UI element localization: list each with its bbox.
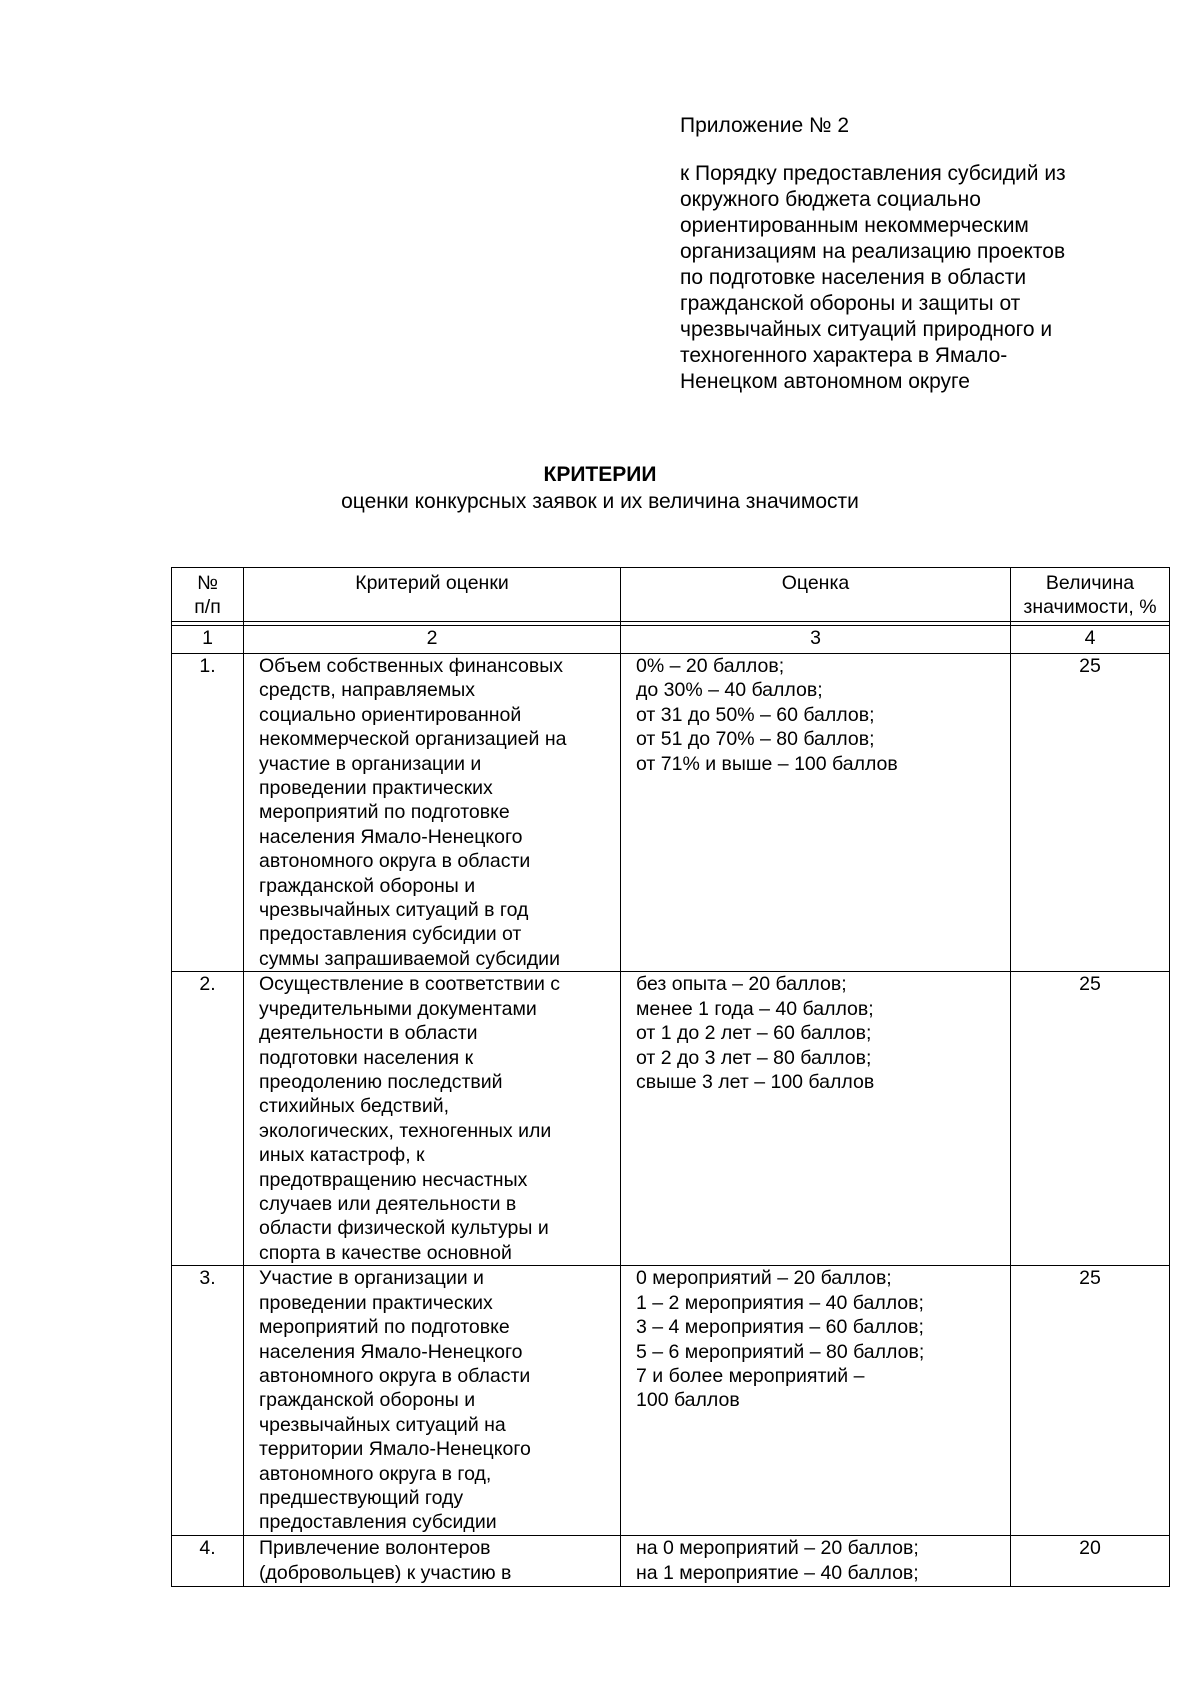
score-line: до 30% – 40 баллов;: [636, 679, 823, 702]
criteria-table: [171, 567, 1170, 1587]
criterion-line: чрезвычайных ситуаций в год: [259, 899, 529, 922]
score-cell: [621, 972, 1011, 1266]
criterion-line: некоммерческой организацией на: [259, 728, 567, 751]
score-line: от 71% и выше – 100 баллов: [636, 752, 898, 775]
table-row: [172, 654, 1170, 972]
header-num-cell: [172, 568, 244, 622]
appendix-number: Приложение № 2: [680, 114, 850, 137]
table-row: [172, 1536, 1170, 1587]
criterion-line: проведении практических: [259, 1291, 493, 1314]
weight-cell: 25: [1011, 972, 1170, 1266]
score-line: 0% – 20 баллов;: [636, 655, 785, 677]
score-line: менее 1 года – 40 баллов;: [636, 997, 874, 1020]
header-num-line2: п/п: [194, 596, 221, 619]
appendix-line: окружного бюджета социально: [680, 188, 981, 211]
score-cell: [621, 1266, 1011, 1536]
criterion-line: спорта в качестве основной: [259, 1241, 512, 1264]
appendix-line: к Порядку предоставления субсидий из: [680, 162, 1066, 185]
criterion-cell: [244, 654, 621, 972]
criterion-line: средств, направляемых: [259, 679, 475, 702]
score-line: 0 мероприятий – 20 баллов;: [636, 1267, 892, 1290]
appendix-line: чрезвычайных ситуаций природного и: [680, 318, 1053, 341]
title-main: КРИТЕРИИ: [543, 463, 657, 486]
score-line: от 1 до 2 лет – 60 баллов;: [636, 1022, 872, 1045]
criterion-line: учредительными документами: [259, 997, 537, 1020]
score-line: 100 баллов: [636, 1389, 740, 1412]
criterion-line: (добровольцев) к участию в: [259, 1561, 512, 1584]
criterion-line: деятельности в области: [259, 1022, 478, 1045]
criterion-line: иных катастроф, к: [259, 1144, 425, 1167]
appendix-line: организациям на реализацию проектов: [680, 240, 1066, 263]
criterion-line: Участие в организации и: [259, 1267, 484, 1290]
score-line: свыше 3 лет – 100 баллов: [636, 1070, 875, 1093]
score-line: 7 и более мероприятий –: [636, 1364, 865, 1387]
criterion-line: области физической культуры и: [259, 1217, 549, 1240]
score-cell: [621, 1536, 1011, 1587]
column-number: 1: [172, 626, 244, 654]
appendix-line: ориентированным некоммерческим: [680, 214, 1029, 237]
criterion-line: мероприятий по подготовке: [259, 1316, 510, 1339]
appendix-block: [680, 113, 1150, 395]
criterion-line: предотвращению несчастных: [259, 1168, 528, 1191]
criterion-line: гражданской обороны и: [259, 874, 476, 897]
header-criterion-cell: [244, 568, 621, 622]
column-number: 4: [1011, 626, 1170, 654]
criterion-line: Объем собственных финансовых: [259, 655, 563, 677]
header-weight-cell: [1011, 568, 1170, 622]
criterion-line: чрезвычайных ситуаций на: [259, 1413, 506, 1436]
score-line: от 2 до 3 лет – 80 баллов;: [636, 1046, 872, 1069]
column-number: 2: [244, 626, 621, 654]
weight-cell: 20: [1011, 1536, 1170, 1587]
header-criterion: Критерий оценки: [355, 572, 509, 594]
criterion-line: подготовки населения к: [259, 1046, 474, 1069]
score-line: от 51 до 70% – 80 баллов;: [636, 728, 875, 751]
criterion-line: случаев или деятельности в: [259, 1192, 517, 1215]
header-score-cell: [621, 568, 1011, 622]
row-number: 1.: [172, 654, 244, 972]
criterion-line: гражданской обороны и: [259, 1389, 476, 1412]
column-number-row: [172, 626, 1170, 654]
score-cell: [621, 654, 1011, 972]
score-line: 1 – 2 мероприятия – 40 баллов;: [636, 1291, 924, 1314]
criterion-line: мероприятий по подготовке: [259, 801, 510, 824]
criterion-line: автономного округа в год,: [259, 1462, 492, 1485]
header-weight-line1: Величина: [1045, 572, 1135, 594]
score-line: на 0 мероприятий – 20 баллов;: [636, 1537, 919, 1560]
row-number: 2.: [172, 972, 244, 1266]
header-score: Оценка: [781, 572, 850, 594]
criterion-cell: [244, 1266, 621, 1536]
criterion-cell: [244, 1536, 621, 1587]
criterion-line: социально ориентированной: [259, 703, 522, 726]
criterion-line: автономного округа в области: [259, 1364, 531, 1387]
score-line: на 1 мероприятие – 40 баллов;: [636, 1561, 919, 1584]
score-line: от 31 до 50% – 60 баллов;: [636, 703, 875, 726]
criterion-line: предоставления субсидии: [259, 1511, 497, 1534]
criterion-line: преодолению последствий: [259, 1070, 503, 1093]
criterion-line: стихийных бедствий,: [259, 1095, 450, 1118]
criterion-line: предоставления субсидии от: [259, 923, 522, 946]
table-header-row: [172, 568, 1170, 622]
appendix-line: гражданской обороны и защиты от: [680, 292, 1021, 315]
criterion-line: территории Ямало-Ненецкого: [259, 1438, 531, 1461]
weight-cell: 25: [1011, 1266, 1170, 1536]
criterion-line: Осуществление в соответствии с: [259, 973, 561, 996]
criterion-line: автономного округа в области: [259, 850, 531, 873]
criterion-line: предшествующий году: [259, 1486, 464, 1509]
row-number: 4.: [172, 1536, 244, 1587]
row-number: 3.: [172, 1266, 244, 1536]
score-line: 5 – 6 мероприятий – 80 баллов;: [636, 1340, 925, 1363]
column-number: 3: [621, 626, 1011, 654]
document-title: [0, 461, 1200, 515]
criterion-line: населения Ямало-Ненецкого: [259, 825, 523, 848]
weight-cell: 25: [1011, 654, 1170, 972]
criterion-line: экологических, техногенных или: [259, 1119, 552, 1142]
header-num-line1: №: [197, 572, 218, 594]
table-row: [172, 972, 1170, 1266]
criterion-line: проведении практических: [259, 777, 493, 800]
criterion-line: суммы запрашиваемой субсидии: [259, 947, 560, 970]
score-line: 3 – 4 мероприятия – 60 баллов;: [636, 1316, 924, 1339]
score-line: без опыта – 20 баллов;: [636, 973, 847, 996]
criterion-cell: [244, 972, 621, 1266]
table-row: [172, 1266, 1170, 1536]
appendix-line: техногенного характера в Ямало-: [680, 344, 1008, 367]
criterion-line: Привлечение волонтеров: [259, 1537, 491, 1560]
header-weight-line2: значимости, %: [1023, 596, 1157, 619]
title-subtitle: оценки конкурсных заявок и их величина значимости: [341, 490, 859, 513]
criterion-line: населения Ямало-Ненецкого: [259, 1340, 523, 1363]
appendix-line: по подготовке населения в области: [680, 266, 1027, 289]
appendix-line: Ненецком автономном округе: [680, 370, 970, 393]
criterion-line: участие в организации и: [259, 752, 482, 775]
